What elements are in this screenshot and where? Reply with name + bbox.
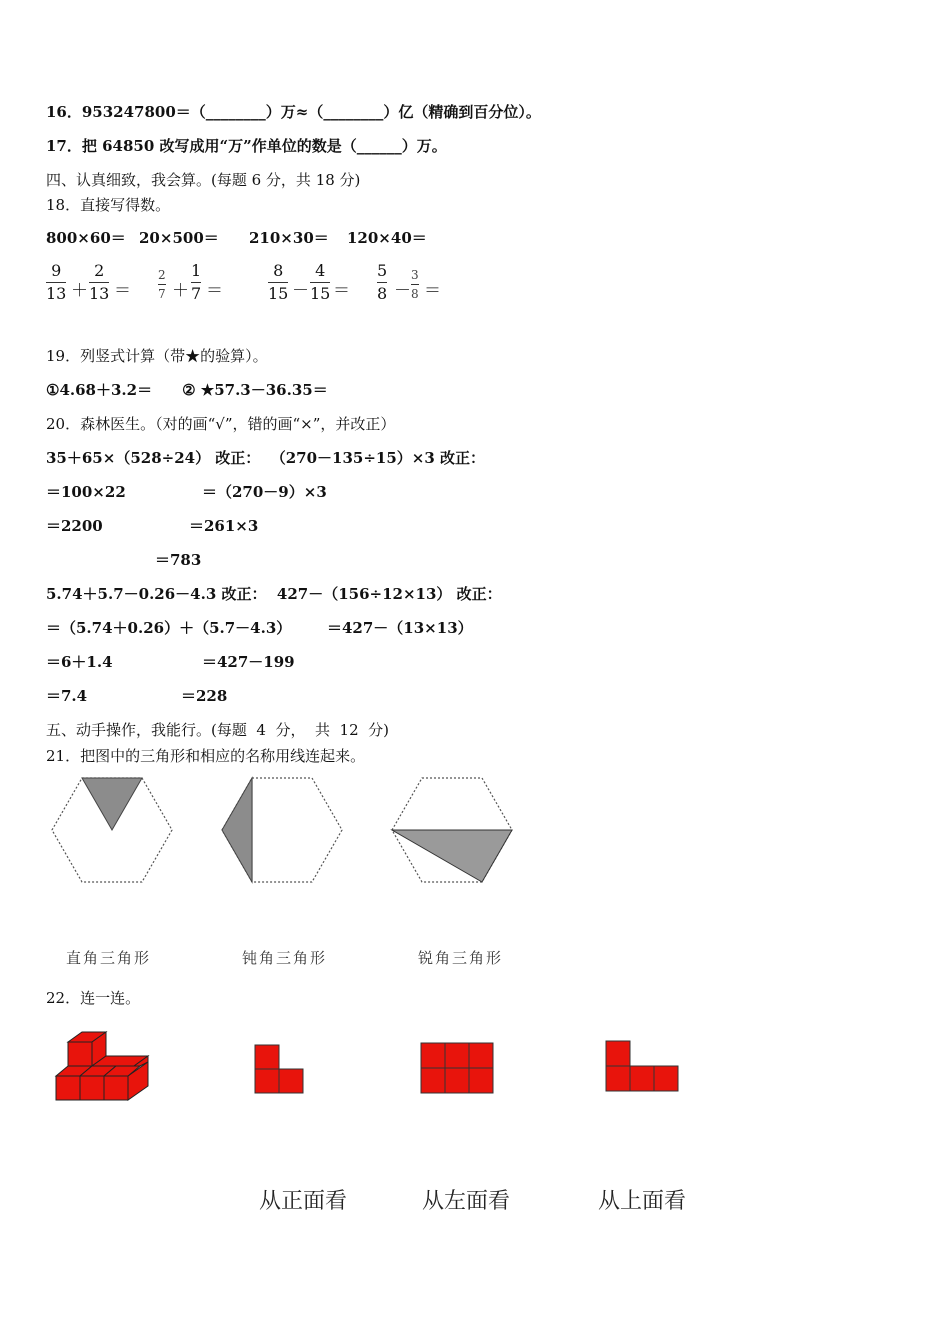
section-5-heading: 五、动手操作，我能行。(每题 4 分， 共 12 分) xyxy=(46,721,390,739)
q20-step: ＝2200 xyxy=(46,517,103,535)
plus-sign: ＋ xyxy=(172,281,189,301)
question-20: 20．森林医生。（对的画“√”，错的画“×”，并改正） xyxy=(46,415,396,433)
grid-view-3x2 xyxy=(420,1042,496,1096)
question-22: 22．连一连。 xyxy=(46,989,141,1007)
equals-sign: ＝ xyxy=(424,281,441,301)
question-18: 18．直接写得数。 xyxy=(46,196,171,214)
minus-sign: － xyxy=(394,281,411,301)
hexagon-obtuse-triangle-figure xyxy=(218,776,346,886)
plus-sign: ＋ xyxy=(71,281,88,301)
calc-item: 800×60＝ xyxy=(46,229,126,247)
q20-step: ＝427－199 xyxy=(202,653,295,671)
calc-item: 20×500＝ xyxy=(139,229,219,247)
label-obtuse-triangle: 钝角三角形 xyxy=(242,949,328,967)
equals-sign: ＝ xyxy=(114,281,131,301)
equals-sign: ＝ xyxy=(333,281,350,301)
question-17: 17．把 64850 改写成用“万”作单位的数是（______）万。 xyxy=(46,137,447,155)
q20-step: ＝427－（13×13） xyxy=(327,619,473,637)
q20-step: ＝（270－9）×3 xyxy=(202,483,327,501)
q20-step: ＝100×22 xyxy=(46,483,126,501)
hexagon-acute-triangle-figure xyxy=(388,776,516,886)
fraction: 2 7 xyxy=(158,268,166,301)
equals-sign: ＝ xyxy=(206,281,223,301)
fraction: 8 15 xyxy=(268,261,289,303)
q20-step: ＝783 xyxy=(155,551,202,569)
shaded-triangle xyxy=(222,778,252,882)
fraction: 5 8 xyxy=(377,261,388,303)
l-shape-view-small xyxy=(254,1044,306,1096)
fraction: 4 15 xyxy=(310,261,331,303)
q20-step: ＝7.4 xyxy=(46,687,88,705)
calc-item: 120×40＝ xyxy=(347,229,427,247)
question-21: 21．把图中的三角形和相应的名称用线连起来。 xyxy=(46,747,366,765)
hexagon-right-triangle-figure xyxy=(48,776,176,886)
fraction: 9 13 xyxy=(46,261,67,303)
q20-problem-a: 35＋65×（528÷24） 改正： （270－135÷15）×3 改正： xyxy=(46,449,486,467)
q20-step: ＝228 xyxy=(181,687,228,705)
fraction: 1 7 xyxy=(191,261,202,303)
shaded-triangle xyxy=(392,830,512,882)
cube-stack-3d-figure xyxy=(50,1028,154,1104)
question-16: 16．953247800＝（________）万≈（________）亿（精确到百分位）。 xyxy=(46,103,541,121)
fraction: 3 8 xyxy=(411,268,419,301)
label-top-view: 从上面看 xyxy=(598,1189,687,1214)
q20-step: ＝6＋1.4 xyxy=(46,653,113,671)
fraction: 2 13 xyxy=(89,261,110,303)
section-4-heading: 四、认真细致，我会算。(每题 6 分，共 18 分) xyxy=(46,171,361,189)
label-left-view: 从左面看 xyxy=(422,1189,511,1214)
q20-step: ＝261×3 xyxy=(189,517,259,535)
calc-item: 210×30＝ xyxy=(249,229,329,247)
question-19-items: ①4.68＋3.2＝ ② ★57.3－36.35＝ xyxy=(46,381,328,399)
minus-sign: － xyxy=(292,281,309,301)
question-19: 19．列竖式计算（带★的验算）。 xyxy=(46,347,268,365)
shaded-triangle xyxy=(82,778,142,830)
q20-step: ＝（5.74＋0.26）＋（5.7－4.3） xyxy=(46,619,292,637)
label-acute-triangle: 锐角三角形 xyxy=(418,949,504,967)
l-shape-view-wide xyxy=(605,1040,681,1094)
label-front-view: 从正面看 xyxy=(259,1189,348,1214)
label-right-triangle: 直角三角形 xyxy=(66,949,152,967)
q20-problem-b: 5.74＋5.7－0.26－4.3 改正： 427－（156÷12×13） 改正： xyxy=(46,585,502,603)
